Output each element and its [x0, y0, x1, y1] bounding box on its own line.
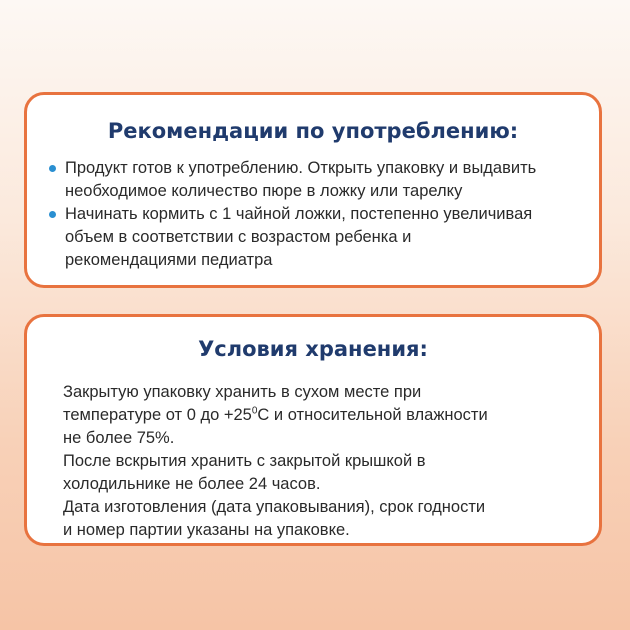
storage-line-2-end: С и относительной влажности [257, 406, 488, 424]
usage-item-2-line-2: объем в соответствии с возрастом ребенка и [65, 228, 412, 246]
usage-item-1-line-2: необходимое количество пюре в ложку или тарелку [65, 182, 463, 200]
usage-list [27, 157, 599, 272]
storage-conditions-card [24, 314, 602, 546]
usage-title: Рекомендации по употреблению: [107, 119, 519, 143]
bullet-dot-icon [49, 165, 56, 172]
bullet-dot-icon [49, 211, 56, 218]
storage-line-3: не более 75%. [63, 429, 175, 447]
storage-line-7: и номер партии указаны на упаковке. [63, 521, 350, 539]
usage-item-1-line-1: Продукт готов к употреблению. Открыть упаковку и выдавить [65, 159, 537, 177]
storage-line-4: После вскрытия хранить с закрытой крышкой в [63, 452, 426, 470]
storage-line-1: Закрытую упаковку хранить в сухом месте при [63, 383, 422, 401]
list-item [49, 203, 599, 272]
storage-title: Условия хранения: [198, 337, 428, 361]
degree-superscript: 0 [251, 405, 258, 417]
storage-line-2 [63, 404, 599, 427]
storage-line-2-start: температуре от 0 до +25 [63, 406, 252, 424]
usage-recommendations-card [24, 92, 602, 288]
usage-item-2-line-1: Начинать кормить с 1 чайной ложки, постепенно увеличивая [65, 205, 533, 223]
storage-line-6: Дата изготовления (дата упаковывания), срок годности [63, 498, 486, 516]
storage-line-5: холодильнике не более 24 часов. [63, 475, 321, 493]
usage-item-2-line-3: рекомендациями педиатра [65, 251, 273, 269]
list-item [49, 157, 599, 203]
storage-text [27, 381, 599, 542]
